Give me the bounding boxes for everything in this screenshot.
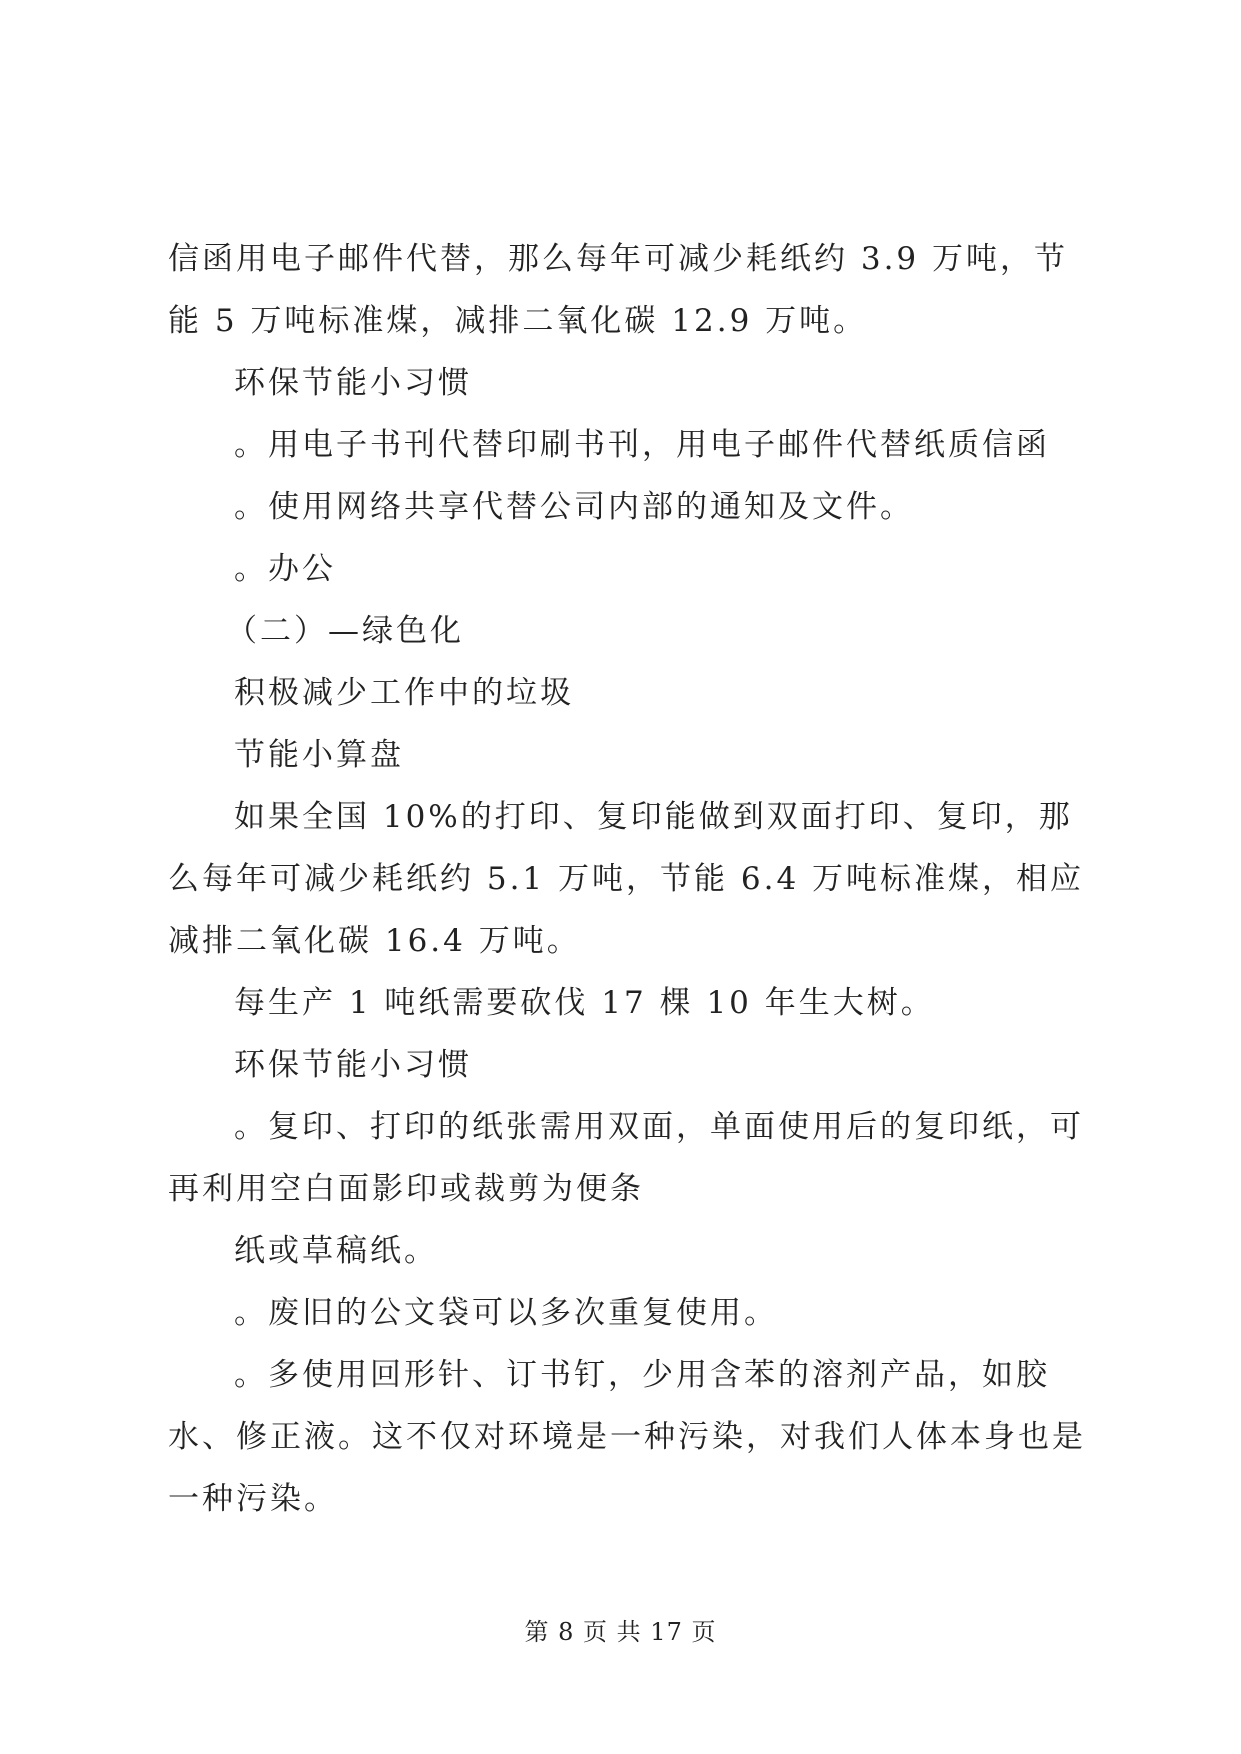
bullet-double-sided-paper: 。复印、打印的纸张需用双面，单面使用后的复印纸，可再利用空白面影印或裁剪为便条: [168, 1109, 1084, 1207]
bullet-paper-clips: 。多使用回形针、订书钉，少用含苯的溶剂产品，如胶水、修正液。这不仅对环境是一种污染，对我们人体本身也是一种污染。: [168, 1357, 1086, 1517]
document-body: [168, 228, 1088, 1530]
paragraph-scrap-paper: 纸或草稿纸。: [234, 1233, 438, 1269]
heading-eco-habits-2: 环保节能小习惯: [234, 1047, 472, 1083]
bullet-network-sharing: 。使用网络共享代替公司内部的通知及文件。: [234, 489, 914, 525]
bullet-office: 。办公: [234, 551, 336, 587]
paragraph-continuation: 信函用电子邮件代替，那么每年可减少耗纸约 3.9 万吨，节能 5 万吨标准煤，减排二氧化碳 12.9 万吨。: [168, 241, 1069, 339]
bullet-electronic-publications: 。用电子书刊代替印刷书刊，用电子邮件代替纸质信函: [234, 427, 1050, 463]
paragraph-double-sided-printing: 如果全国 10%的打印、复印能做到双面打印、复印，那么每年可减少耗纸约 5.1 万吨，节能 6.4 万吨标准煤，相应减排二氧化碳 16.4 万吨。: [168, 799, 1085, 959]
heading-eco-habits: 环保节能小习惯: [234, 365, 472, 401]
paragraph-trees-per-ton: 每生产 1 吨纸需要砍伐 17 棵 10 年生大树。: [234, 985, 935, 1021]
heading-reduce-waste: 积极减少工作中的垃圾: [234, 675, 574, 711]
bullet-reuse-envelopes: 。废旧的公文袋可以多次重复使用。: [234, 1295, 778, 1331]
section-heading-greening: （二）—绿色化: [226, 613, 464, 649]
heading-energy-calculation: 节能小算盘: [234, 737, 404, 773]
page-footer: 第 8 页 共 17 页: [524, 1618, 717, 1646]
